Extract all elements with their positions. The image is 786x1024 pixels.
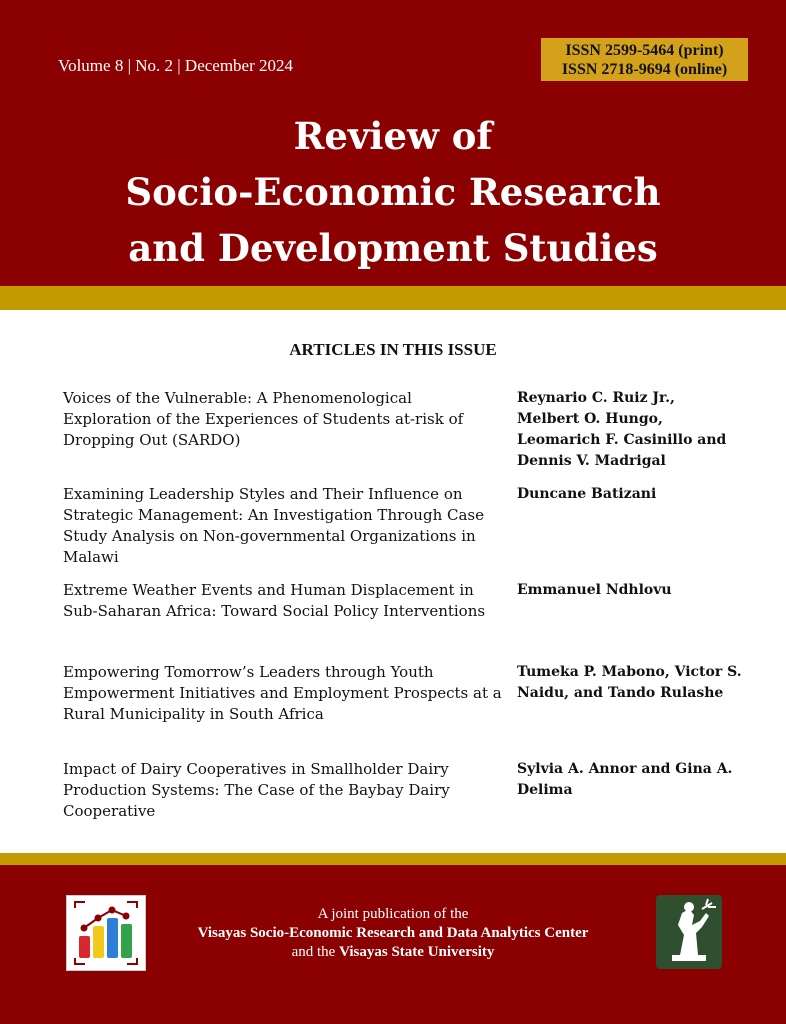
journal-title — [0, 108, 786, 276]
publisher-line-2: Visayas Socio-Economic Research and Data Analytics Center — [197, 925, 589, 941]
article-title: Empowering Tomorrow’s Leaders through Youth Empowerment Initiatives and Employment Prospects at a Rural Municipality in South Africa — [63, 663, 502, 723]
publisher-line-3-university: Visayas State University — [339, 944, 495, 960]
volume-issue-date: Volume 8 | No. 2 | December 2024 — [58, 56, 294, 75]
publisher-credit — [150, 905, 636, 962]
issn-online: ISSN 2718-9694 (online) — [561, 61, 728, 78]
journal-title-line-2: Socio-Economic Research — [125, 170, 661, 214]
publisher-footer — [0, 865, 786, 1024]
research-center-logo-icon — [66, 895, 146, 971]
publisher-line-3 — [150, 943, 636, 962]
journal-header — [0, 0, 786, 286]
article-title: Extreme Weather Events and Human Displacement in Sub-Saharan Africa: Toward Social Policy Interventions — [63, 581, 486, 620]
article-authors: Reynario C. Ruiz Jr., Melbert O. Hungo, Leomarich F. Casinillo and Dennis V. Madrigal — [517, 390, 727, 469]
publisher-line-3-prefix: and the — [291, 944, 340, 960]
issn-box — [541, 38, 748, 81]
university-logo-icon — [656, 895, 722, 969]
article-authors: Emmanuel Ndhlovu — [517, 582, 672, 598]
article-authors: Tumeka P. Mabono, Victor S. Naidu, and Tando Rulashe — [517, 664, 742, 701]
article-authors: Duncane Batizani — [517, 486, 657, 502]
publisher-line-1: A joint publication of the — [317, 906, 469, 922]
article-title: Examining Leadership Styles and Their Influence on Strategic Management: An Investigation Through Case Study Analysis on Non-governmental Organizations in Malawi — [63, 485, 484, 566]
issn-print: ISSN 2599-5464 (print) — [565, 42, 724, 59]
journal-title-line-3: and Development Studies — [128, 226, 658, 270]
article-title: Impact of Dairy Cooperatives in Smallholder Dairy Production Systems: The Case of the Baybay Dairy Cooperative — [63, 760, 450, 820]
gold-divider-bottom — [0, 853, 786, 865]
article-title: Voices of the Vulnerable: A Phenomenological Exploration of the Experiences of Students at-risk of Dropping Out (SARDO) — [63, 389, 464, 449]
article-authors: Sylvia A. Annor and Gina A. Delima — [517, 761, 733, 798]
articles-heading: ARTICLES IN THIS ISSUE — [289, 340, 497, 359]
gold-divider-top — [0, 286, 786, 310]
journal-title-line-1: Review of — [293, 114, 493, 158]
